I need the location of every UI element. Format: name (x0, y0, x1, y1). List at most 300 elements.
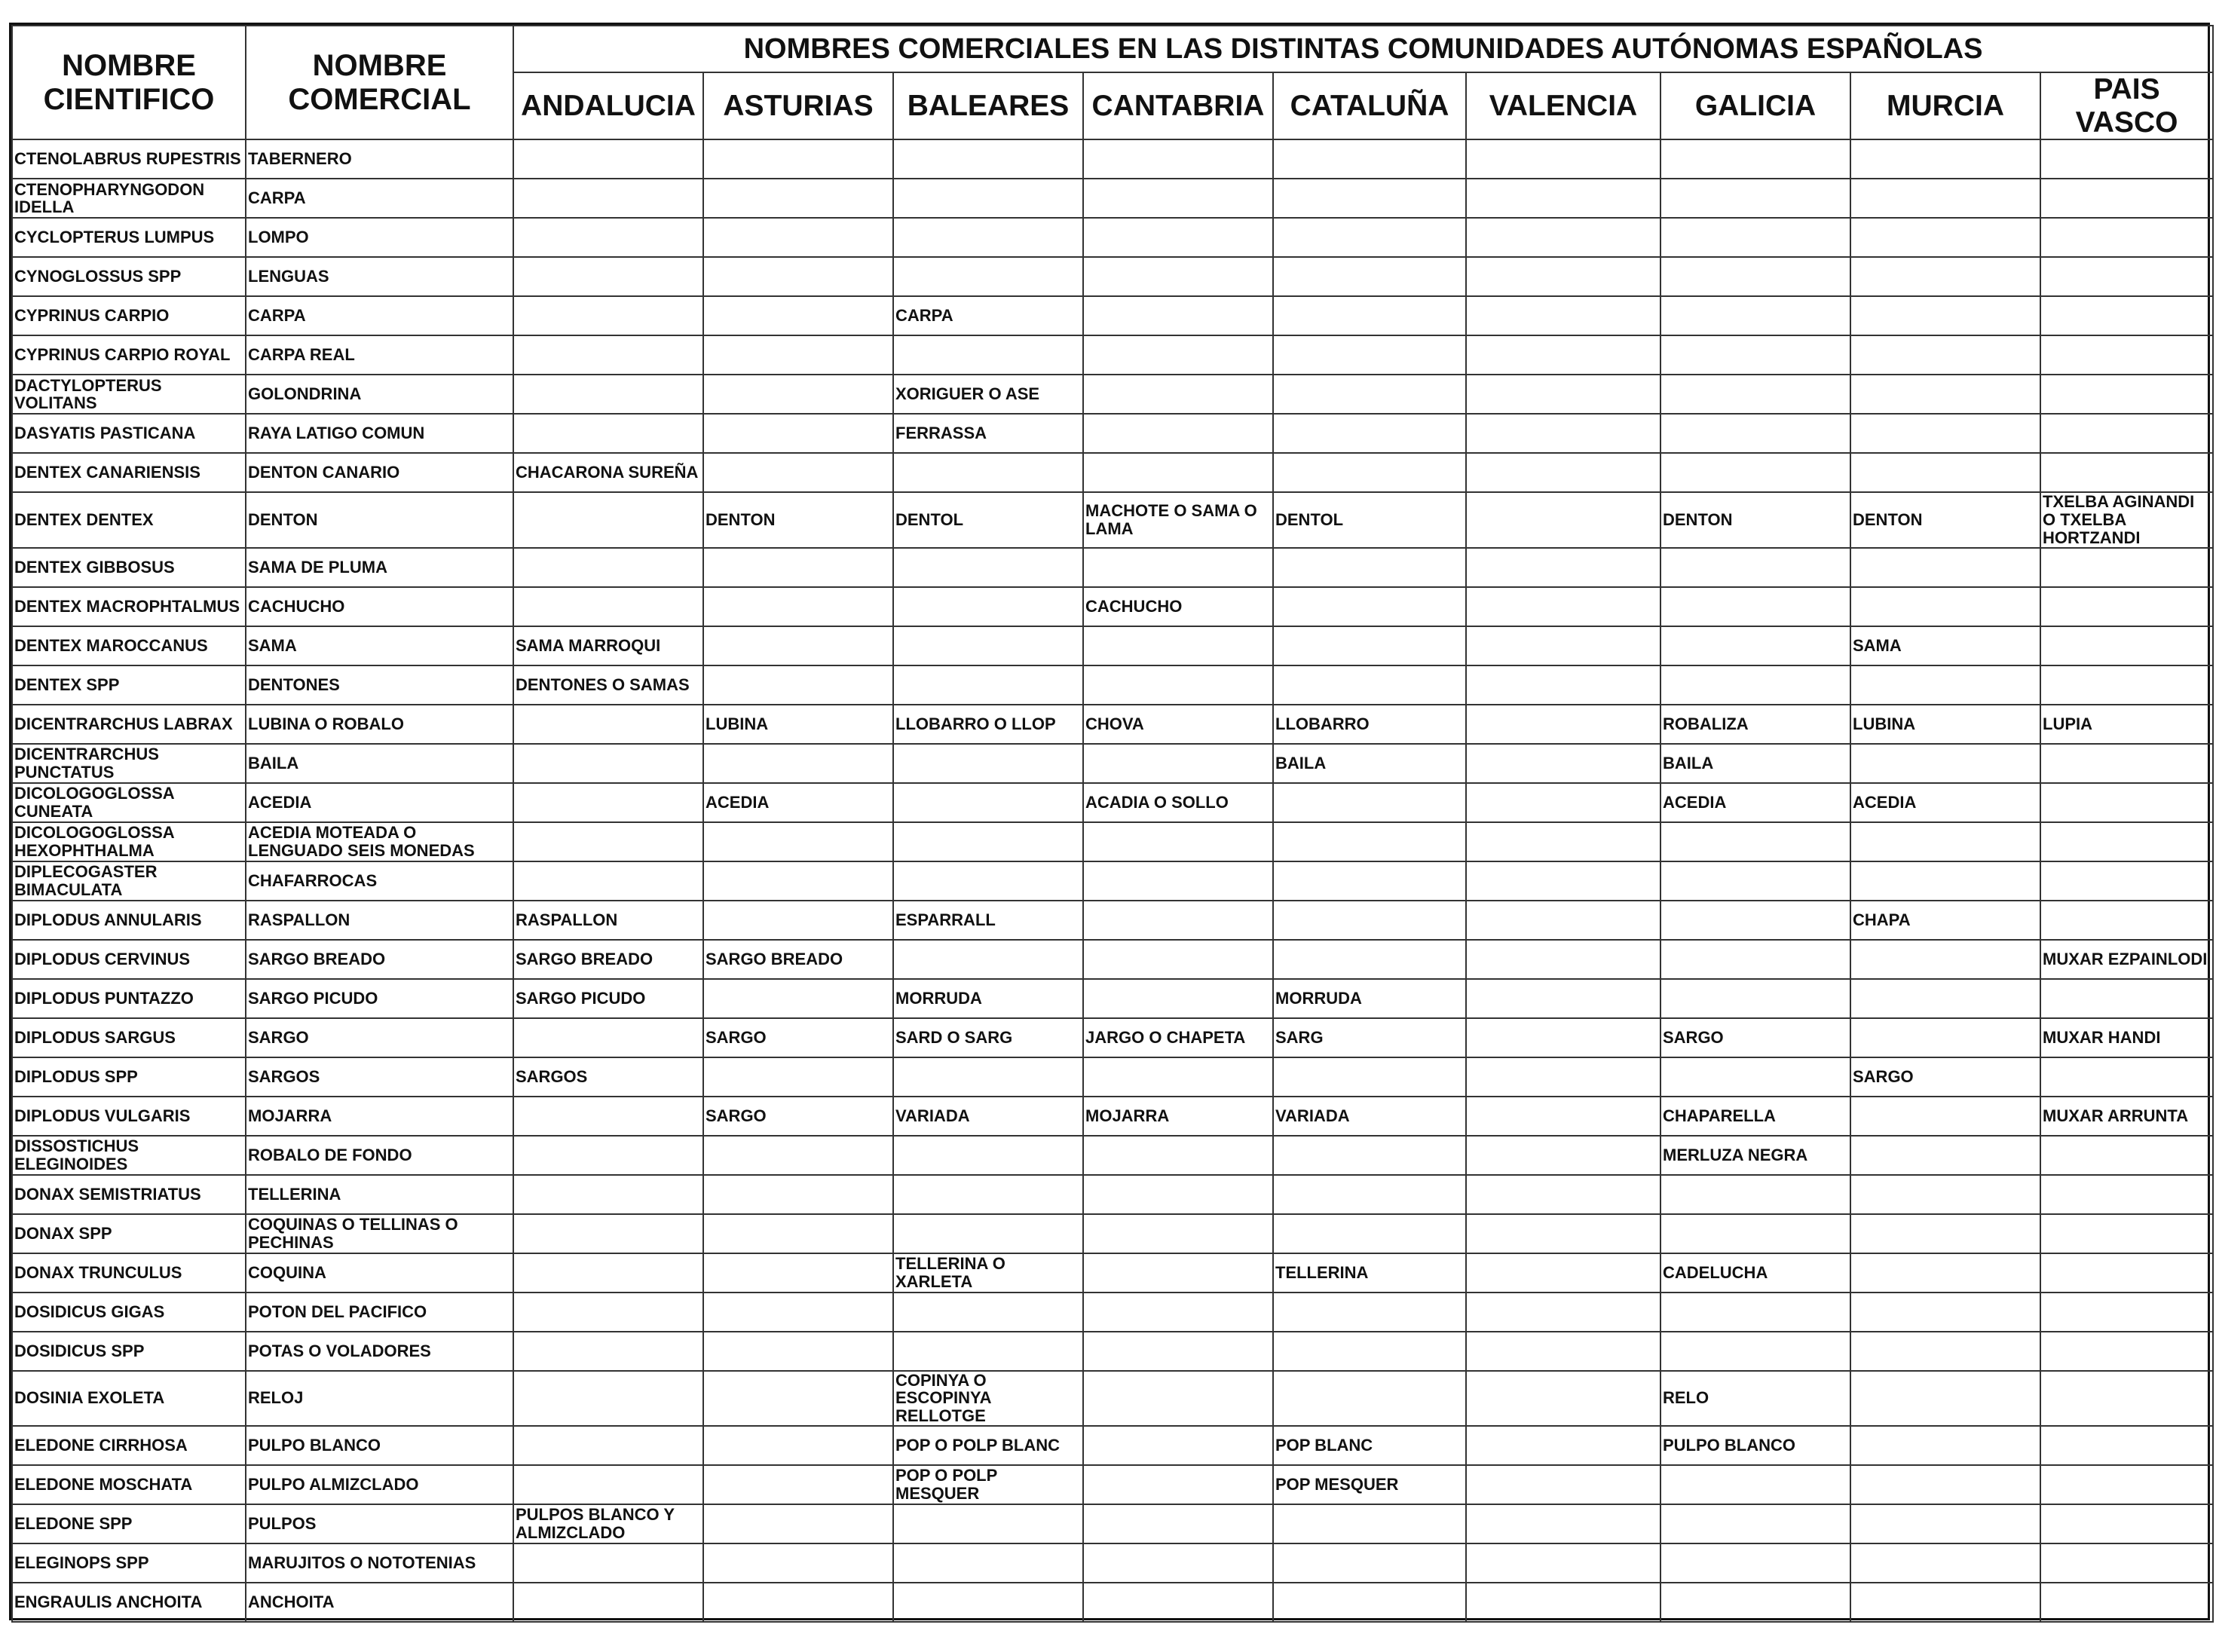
header-row-top (12, 26, 2213, 72)
header-region: MURCIA (1850, 72, 2040, 139)
galicia-cell (1660, 1018, 1850, 1057)
cell-text: CYPRINUS CARPIO ROYAL (14, 345, 231, 365)
murcia-cell (1850, 1465, 2040, 1504)
pais-vasco-cell (2040, 744, 2213, 783)
scientific-name-cell (12, 783, 246, 822)
commercial-name-cell (246, 1136, 513, 1175)
asturias-cell (703, 1371, 893, 1426)
murcia-cell (1850, 626, 2040, 665)
table-body (12, 139, 2213, 1622)
cell-text: ROBALIZA (1663, 714, 1749, 733)
cell-text: CARPA (895, 306, 953, 326)
cell-text: POP O POLP MESQUER (895, 1466, 997, 1503)
cell-text: SAMA DE PLUMA (248, 557, 387, 577)
galicia-cell (1660, 1504, 1850, 1543)
valencia-cell (1466, 1057, 1660, 1097)
cell-text: SARGO (1663, 1027, 1724, 1047)
murcia-cell (1850, 822, 2040, 861)
cell-text: DONAX TRUNCULUS (14, 1262, 182, 1282)
cell-text: PULPO BLANCO (1663, 1435, 1795, 1455)
table-row (12, 1371, 2213, 1426)
cell-text: ELEDONE SPP (14, 1513, 133, 1533)
cell-text: TXELBA AGINANDI O TXELBA HORTZANDI (2043, 492, 2195, 547)
galicia-cell (1660, 1253, 1850, 1293)
galicia-cell (1660, 783, 1850, 822)
cell-text: BAILA (1275, 753, 1327, 772)
asturias-cell (703, 744, 893, 783)
cell-text: DIPLODUS ANNULARIS (14, 910, 202, 929)
asturias-cell (703, 626, 893, 665)
cataluna-cell (1273, 1057, 1466, 1097)
cell-text: DACTYLOPTERUS VOLITANS (14, 375, 162, 413)
asturias-cell (703, 1465, 893, 1504)
scientific-name-cell (12, 414, 246, 453)
valencia-cell (1466, 861, 1660, 901)
cell-text: POP BLANC (1275, 1435, 1373, 1455)
cataluna-cell (1273, 861, 1466, 901)
cell-text: CHAPA (1853, 910, 1911, 929)
cell-text: DENTON (1663, 510, 1733, 530)
cell-text: DIPLODUS SARGUS (14, 1027, 176, 1047)
pais-vasco-cell (2040, 665, 2213, 705)
table-row (12, 744, 2213, 783)
valencia-cell (1466, 179, 1660, 218)
scientific-name-cell (12, 1057, 246, 1097)
commercial-name-cell (246, 492, 513, 547)
pais-vasco-cell (2040, 901, 2213, 940)
galicia-cell (1660, 139, 1850, 179)
cell-text: CYCLOPTERUS LUMPUS (14, 228, 215, 247)
cell-text: ACEDIA MOTEADA O LENGUADO SEIS MONEDAS (248, 822, 475, 860)
galicia-cell (1660, 1214, 1850, 1253)
asturias-cell (703, 861, 893, 901)
murcia-cell (1850, 1253, 2040, 1293)
cataluna-cell (1273, 548, 1466, 587)
commercial-name-cell (246, 1371, 513, 1426)
pais-vasco-cell (2040, 1583, 2213, 1622)
header-region: PAIS VASCO (2040, 72, 2213, 139)
baleares-cell (893, 179, 1083, 218)
cell-text: DENTOL (895, 510, 964, 530)
galicia-cell (1660, 335, 1850, 375)
cantabria-cell (1083, 1253, 1273, 1293)
header-region: ANDALUCIA (513, 72, 703, 139)
cell-text: FERRASSA (895, 424, 987, 443)
pais-vasco-cell (2040, 1504, 2213, 1543)
asturias-cell (703, 705, 893, 744)
scientific-name-cell (12, 1253, 246, 1293)
table-row (12, 139, 2213, 179)
cell-text: POP O POLP BLANC (895, 1435, 1061, 1455)
cell-text: LUBINA O ROBALO (248, 714, 404, 733)
asturias-cell (703, 1136, 893, 1175)
cataluna-cell (1273, 1293, 1466, 1332)
table-row (12, 705, 2213, 744)
pais-vasco-cell (2040, 414, 2213, 453)
cell-text: CARPA REAL (248, 345, 355, 365)
table-row (12, 1504, 2213, 1543)
cantabria-cell (1083, 940, 1273, 979)
valencia-cell (1466, 626, 1660, 665)
cell-text: DENTONES (248, 675, 340, 694)
pais-vasco-cell (2040, 1293, 2213, 1332)
scientific-name-cell (12, 587, 246, 626)
andalucia-cell (513, 822, 703, 861)
andalucia-cell (513, 1253, 703, 1293)
asturias-cell (703, 257, 893, 296)
table-row (12, 901, 2213, 940)
cantabria-cell (1083, 1057, 1273, 1097)
pais-vasco-cell (2040, 1097, 2213, 1136)
table-row (12, 335, 2213, 375)
table-row (12, 783, 2213, 822)
commercial-name-cell (246, 1504, 513, 1543)
valencia-cell (1466, 901, 1660, 940)
galicia-cell (1660, 705, 1850, 744)
valencia-cell (1466, 1426, 1660, 1465)
cell-text: RELO (1663, 1388, 1709, 1408)
header-region: GALICIA (1660, 72, 1850, 139)
asturias-cell (703, 1543, 893, 1583)
andalucia-cell (513, 1426, 703, 1465)
commercial-name-cell (246, 179, 513, 218)
murcia-cell (1850, 139, 2040, 179)
baleares-cell (893, 548, 1083, 587)
cantabria-cell (1083, 1583, 1273, 1622)
pais-vasco-cell (2040, 979, 2213, 1018)
commercial-name-cell (246, 453, 513, 492)
baleares-cell (893, 783, 1083, 822)
murcia-cell (1850, 1097, 2040, 1136)
baleares-cell (893, 1293, 1083, 1332)
cell-text: SARGOS (248, 1066, 320, 1086)
asturias-cell (703, 1332, 893, 1371)
cell-text: SARG (1275, 1027, 1324, 1047)
pais-vasco-cell (2040, 1018, 2213, 1057)
pais-vasco-cell (2040, 257, 2213, 296)
cell-text: MUXAR EZPAINLODI (2043, 949, 2208, 968)
cell-text: DENTEX MAROCCANUS (14, 635, 208, 655)
murcia-cell (1850, 548, 2040, 587)
valencia-cell (1466, 335, 1660, 375)
andalucia-cell (513, 1097, 703, 1136)
pais-vasco-cell (2040, 626, 2213, 665)
cell-text: POP MESQUER (1275, 1474, 1399, 1494)
baleares-cell (893, 218, 1083, 257)
valencia-cell (1466, 1214, 1660, 1253)
baleares-cell (893, 1426, 1083, 1465)
table-row (12, 979, 2213, 1018)
baleares-cell (893, 492, 1083, 547)
cell-text: ELEGINOPS SPP (14, 1553, 149, 1572)
scientific-name-cell (12, 665, 246, 705)
cataluna-cell (1273, 453, 1466, 492)
pais-vasco-cell (2040, 822, 2213, 861)
commercial-name-cell (246, 257, 513, 296)
cataluna-cell (1273, 1426, 1466, 1465)
cell-text: ACEDIA (1853, 792, 1917, 812)
murcia-cell (1850, 940, 2040, 979)
andalucia-cell (513, 1583, 703, 1622)
valencia-cell (1466, 1136, 1660, 1175)
asturias-cell (703, 179, 893, 218)
asturias-cell (703, 1426, 893, 1465)
asturias-cell (703, 1504, 893, 1543)
cantabria-cell (1083, 783, 1273, 822)
asturias-cell (703, 940, 893, 979)
cataluna-cell (1273, 665, 1466, 705)
cell-text: POTON DEL PACIFICO (248, 1302, 427, 1321)
cell-text: DICOLOGOGLOSSA CUNEATA (14, 783, 174, 821)
table-row (12, 1136, 2213, 1175)
galicia-cell (1660, 665, 1850, 705)
valencia-cell (1466, 1465, 1660, 1504)
scientific-name-cell (12, 1293, 246, 1332)
asturias-cell (703, 453, 893, 492)
valencia-cell (1466, 587, 1660, 626)
galicia-cell (1660, 296, 1850, 335)
cell-text: DENTEX SPP (14, 675, 120, 694)
valencia-cell (1466, 1332, 1660, 1371)
table-row (12, 1097, 2213, 1136)
baleares-cell (893, 335, 1083, 375)
pais-vasco-cell (2040, 861, 2213, 901)
valencia-cell (1466, 822, 1660, 861)
valencia-cell (1466, 296, 1660, 335)
asturias-cell (703, 665, 893, 705)
cell-text: DASYATIS PASTICANA (14, 424, 196, 443)
murcia-cell (1850, 861, 2040, 901)
cell-text: CACHUCHO (1085, 596, 1183, 616)
scientific-name-cell (12, 1371, 246, 1426)
galicia-cell (1660, 1057, 1850, 1097)
asturias-cell (703, 979, 893, 1018)
cataluna-cell (1273, 296, 1466, 335)
cell-text: COQUINA (248, 1262, 326, 1282)
cell-text: DENTON (248, 510, 318, 530)
baleares-cell (893, 940, 1083, 979)
asturias-cell (703, 335, 893, 375)
header-commercial-name: NOMBRE COMERCIAL (246, 26, 513, 139)
scientific-name-cell (12, 1426, 246, 1465)
baleares-cell (893, 375, 1083, 414)
andalucia-cell (513, 1293, 703, 1332)
galicia-cell (1660, 1583, 1850, 1622)
cell-text: SARGOS (516, 1066, 588, 1086)
scientific-name-cell (12, 1465, 246, 1504)
commercial-name-cell (246, 665, 513, 705)
valencia-cell (1466, 218, 1660, 257)
andalucia-cell (513, 744, 703, 783)
cell-text: BAILA (248, 753, 299, 772)
commercial-name-cell (246, 940, 513, 979)
pais-vasco-cell (2040, 375, 2213, 414)
cell-text: DENTEX MACROPHTALMUS (14, 596, 240, 616)
table-row (12, 548, 2213, 587)
baleares-cell (893, 1543, 1083, 1583)
cell-text: TABERNERO (248, 149, 352, 169)
murcia-cell (1850, 1175, 2040, 1214)
cataluna-cell (1273, 139, 1466, 179)
cell-text: LLOBARRO O LLOP (895, 714, 1056, 733)
pais-vasco-cell (2040, 335, 2213, 375)
scientific-name-cell (12, 218, 246, 257)
cell-text: PULPOS BLANCO Y ALMIZCLADO (516, 1505, 675, 1542)
cell-text: LUBINA (706, 714, 769, 733)
commercial-name-cell (246, 1057, 513, 1097)
cantabria-cell (1083, 1504, 1273, 1543)
baleares-cell (893, 1057, 1083, 1097)
scientific-name-cell (12, 548, 246, 587)
cantabria-cell (1083, 979, 1273, 1018)
header-scientific-name: NOMBRE CIENTIFICO (12, 26, 246, 139)
cell-text: CARPA (248, 188, 306, 208)
valencia-cell (1466, 1293, 1660, 1332)
table-row (12, 1583, 2213, 1622)
andalucia-cell (513, 179, 703, 218)
table-row (12, 1426, 2213, 1465)
cell-text: DENTEX DENTEX (14, 510, 154, 530)
table-row (12, 1543, 2213, 1583)
cataluna-cell (1273, 940, 1466, 979)
cell-text: ACEDIA (1663, 792, 1727, 812)
andalucia-cell (513, 1214, 703, 1253)
pais-vasco-cell (2040, 1371, 2213, 1426)
cataluna-cell (1273, 1018, 1466, 1057)
asturias-cell (703, 296, 893, 335)
pais-vasco-cell (2040, 548, 2213, 587)
table-row (12, 861, 2213, 901)
valencia-cell (1466, 1583, 1660, 1622)
galicia-cell (1660, 744, 1850, 783)
cell-text: MOJARRA (248, 1106, 332, 1125)
pais-vasco-cell (2040, 179, 2213, 218)
cantabria-cell (1083, 1332, 1273, 1371)
commercial-name-cell (246, 548, 513, 587)
scientific-name-cell (12, 626, 246, 665)
galicia-cell (1660, 453, 1850, 492)
baleares-cell (893, 1136, 1083, 1175)
cantabria-cell (1083, 548, 1273, 587)
cell-text: ELEDONE CIRRHOSA (14, 1435, 188, 1455)
valencia-cell (1466, 940, 1660, 979)
valencia-cell (1466, 375, 1660, 414)
cell-text: CHAFARROCAS (248, 870, 378, 890)
valencia-cell (1466, 139, 1660, 179)
table-row (12, 822, 2213, 861)
table-row (12, 626, 2213, 665)
commercial-name-cell (246, 1332, 513, 1371)
cataluna-cell (1273, 179, 1466, 218)
cell-text: DENTON (1853, 510, 1923, 530)
baleares-cell (893, 1583, 1083, 1622)
baleares-cell (893, 1504, 1083, 1543)
cell-text: RELOJ (248, 1388, 304, 1408)
baleares-cell (893, 1465, 1083, 1504)
scientific-name-cell (12, 979, 246, 1018)
galicia-cell (1660, 1097, 1850, 1136)
galicia-cell (1660, 1465, 1850, 1504)
cataluna-cell (1273, 1332, 1466, 1371)
murcia-cell (1850, 1543, 2040, 1583)
valencia-cell (1466, 979, 1660, 1018)
cell-text: DIPLODUS VULGARIS (14, 1106, 191, 1125)
galicia-cell (1660, 1332, 1850, 1371)
andalucia-cell (513, 453, 703, 492)
pais-vasco-cell (2040, 1214, 2213, 1253)
baleares-cell (893, 979, 1083, 1018)
header-region: CATALUÑA (1273, 72, 1466, 139)
cell-text: MACHOTE O SAMA O LAMA (1085, 501, 1257, 538)
cell-text: PULPOS (248, 1513, 317, 1533)
cell-text: MARUJITOS O NOTOTENIAS (248, 1553, 476, 1572)
cell-text: MORRUDA (895, 988, 982, 1008)
galicia-cell (1660, 1293, 1850, 1332)
cantabria-cell (1083, 1018, 1273, 1057)
cantabria-cell (1083, 218, 1273, 257)
valencia-cell (1466, 1097, 1660, 1136)
murcia-cell (1850, 744, 2040, 783)
scientific-name-cell (12, 1097, 246, 1136)
cell-text: SARGO (248, 1027, 309, 1047)
valencia-cell (1466, 548, 1660, 587)
asturias-cell (703, 901, 893, 940)
cell-text: SARGO PICUDO (248, 988, 378, 1008)
cell-text: RASPALLON (248, 910, 350, 929)
pais-vasco-cell (2040, 1253, 2213, 1293)
pais-vasco-cell (2040, 783, 2213, 822)
murcia-cell (1850, 665, 2040, 705)
commercial-name-cell (246, 335, 513, 375)
murcia-cell (1850, 218, 2040, 257)
asturias-cell (703, 492, 893, 547)
table-row (12, 1332, 2213, 1371)
cell-text: MUXAR HANDI (2043, 1027, 2161, 1047)
header-region: VALENCIA (1466, 72, 1660, 139)
cell-text: SARGO PICUDO (516, 988, 646, 1008)
valencia-cell (1466, 1371, 1660, 1426)
cell-text: CHAPARELLA (1663, 1106, 1776, 1125)
baleares-cell (893, 257, 1083, 296)
asturias-cell (703, 1057, 893, 1097)
andalucia-cell (513, 861, 703, 901)
scientific-name-cell (12, 940, 246, 979)
cantabria-cell (1083, 139, 1273, 179)
murcia-cell (1850, 1332, 2040, 1371)
commercial-name-cell (246, 1097, 513, 1136)
scientific-name-cell (12, 1018, 246, 1057)
cell-text: MORRUDA (1275, 988, 1362, 1008)
scientific-name-cell (12, 1175, 246, 1214)
cataluna-cell (1273, 1175, 1466, 1214)
cell-text: MUXAR ARRUNTA (2043, 1106, 2189, 1125)
scientific-name-cell (12, 179, 246, 218)
cell-text: XORIGUER O ASE (895, 384, 1040, 404)
table-row (12, 492, 2213, 547)
cell-text: LUPIA (2043, 714, 2092, 733)
cantabria-cell (1083, 179, 1273, 218)
pais-vasco-cell (2040, 940, 2213, 979)
cell-text: DOSIDICUS GIGAS (14, 1302, 165, 1321)
commercial-name-cell (246, 1214, 513, 1253)
cantabria-cell (1083, 335, 1273, 375)
galicia-cell (1660, 179, 1850, 218)
cell-text: TELLERINA O XARLETA (895, 1253, 1005, 1291)
pais-vasco-cell (2040, 705, 2213, 744)
asturias-cell (703, 783, 893, 822)
murcia-cell (1850, 257, 2040, 296)
cell-text: ANCHOITA (248, 1592, 335, 1611)
